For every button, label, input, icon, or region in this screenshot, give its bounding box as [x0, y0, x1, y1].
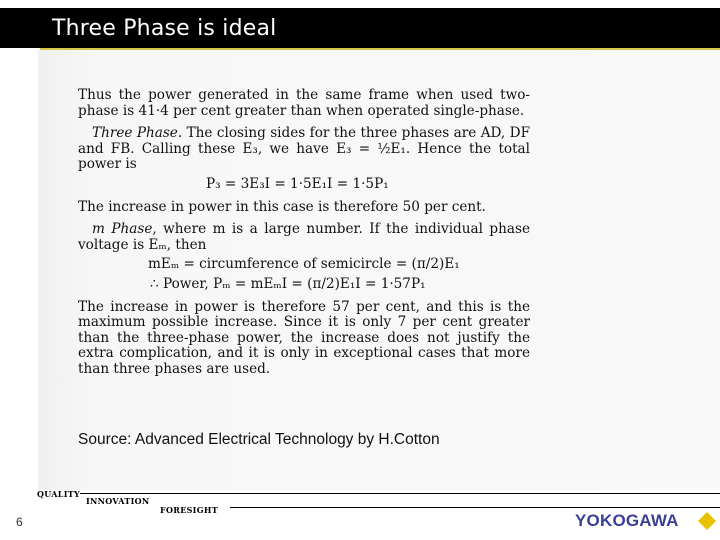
left-margin: [0, 50, 38, 490]
excerpt-heading-m-phase: m Phase: [92, 221, 153, 238]
page-number: 6: [16, 515, 23, 529]
equation-three-phase-power: P₃ = 3E₃I = 1·5E₁I = 1·5P₁: [206, 175, 389, 192]
excerpt-paragraph-3: The increase in power in this case is therefore 50 per cent.: [78, 198, 486, 215]
footer-divider-lower: [230, 507, 720, 508]
equation-m-phase-power: ∴ Power, Pₘ = mEₘI = (π/2)E₁I = 1·57P₁: [150, 275, 426, 292]
excerpt-paragraph-4-body: , where m is a large number. If the individual phase voltage is Eₘ, then: [78, 221, 530, 253]
logo-wordmark: YOKOGAWA: [575, 511, 679, 530]
slide-title: Three Phase is ideal: [52, 16, 277, 41]
excerpt-paragraph-5: The increase in power is therefore 57 per cent, and this is the maximum possible increase. Since it is only 7 per cent greater than the three-phase power, the increase does not justify the extra complication, and it is only in exceptional cases that more than three phases are used.: [78, 298, 530, 377]
source-citation: Source: Advanced Electrical Technology by H.Cotton: [78, 431, 440, 448]
scanned-book-excerpt: [78, 88, 530, 378]
excerpt-paragraph-2: [78, 126, 530, 173]
logo-diamond-icon: [698, 512, 716, 530]
footer-divider-upper: [80, 493, 720, 494]
footer-tag-quality: QUALITY: [37, 489, 81, 499]
excerpt-paragraph-2-body: . The closing sides for the three phases are AD, DF and FB. Calling these E₃, we have E₃ = ½E₁. Hence the total power is: [78, 125, 530, 173]
equation-semicircle: mEₘ = circumference of semicircle = (π/2)E₁: [148, 256, 460, 273]
excerpt-heading-three-phase: Three Phase: [92, 125, 178, 142]
excerpt-paragraph-4: [78, 222, 530, 253]
footer-tag-foresight: FORESIGHT: [160, 505, 218, 515]
excerpt-paragraph-1: Thus the power generated in the same frame when used two-phase is 41·4 per cent greater than when operated single-phase.: [78, 87, 530, 119]
footer-tag-innovation: INNOVATION: [86, 496, 150, 506]
